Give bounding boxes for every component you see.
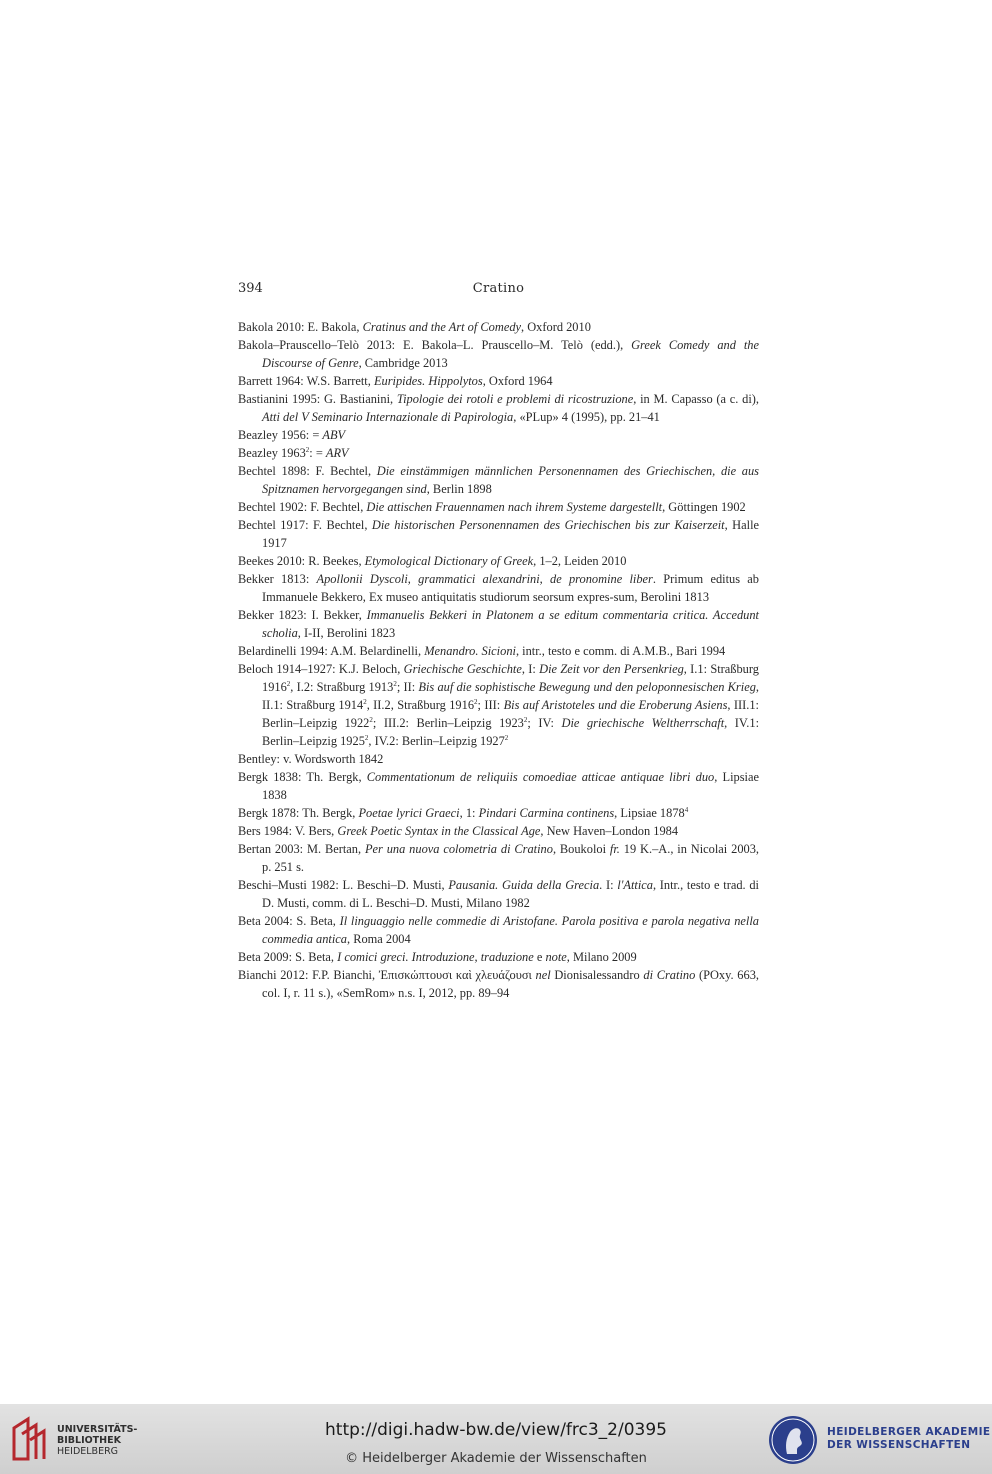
viewer-footer	[0, 1404, 992, 1474]
bibliography-entry: Beta 2009: S. Beta, I comici greci. Introduzione, traduzione e note, Milano 2009	[238, 950, 637, 964]
bibliography-entry: Bers 1984: V. Bers, Greek Poetic Syntax in the Classical Age, New Haven–London 1984	[238, 824, 679, 838]
bibliography-entry: Bergk 1878: Th. Bergk, Poetae lyrici Graeci, 1: Pindari Carmina continens, Lipsiae 1878$^4$	[238, 805, 689, 820]
running-head	[238, 281, 759, 299]
page-number: 394	[238, 281, 263, 296]
bibliography-entry: Beekes 2010: R. Beekes, Etymological Dictionary of Greek, 1–2, Leiden 2010	[238, 554, 627, 568]
bibliography-entry: Beta 2004: S. Beta, Il linguaggio nelle commedie di Aristofane. Parola positiva e parola negativa nella commedia antica, Roma 2004	[238, 914, 759, 946]
bibliography-entry: Bekker 1823: I. Bekker, Immanuelis Bekkeri in Platonem a se editum commentaria critica. Accedunt scholia, I-II, Berolini 1823	[238, 608, 759, 640]
bibliography-entry: Bakola–Prauscello–Telò 2013: E. Bakola–L. Prauscello–M. Telò (edd.), Greek Comedy and the Discourse of Genre, Cambridge 2013	[238, 338, 759, 370]
university-library-name: UNIVERSITÄTS- BIBLIOTHEK HEIDELBERG	[57, 1424, 138, 1457]
bibliography-entry: Bastianini 1995: G. Bastianini, Tipologie dei rotoli e problemi di ricostruzione, in M. Capasso (a c. di), Atti del V Seminario Internazionale di Papirologia, «PLup» 4 (1995), pp. 21–41	[238, 392, 759, 424]
bibliography-entry: Belardinelli 1994: A.M. Belardinelli, Menandro. Sicioni, intr., testo e comm. di A.M.B., Bari 1994	[238, 644, 726, 658]
bibliography-entry: Bakola 2010: E. Bakola, Cratinus and the Art of Comedy, Oxford 2010	[238, 320, 591, 334]
bibliography-list	[238, 318, 759, 1002]
bibliography-entry: Bianchi 2012: F.P. Bianchi, Ἐπισκώπτουσι καὶ χλευάζουσι nel Dionisalessandro di Cratino (POxy. 663, col. I, r. 11 s.), «SemRom» n.s. I, 2012, pp. 89–94	[238, 968, 759, 1000]
running-title: Cratino	[472, 281, 525, 296]
bibliography-entry: Bergk 1838: Th. Bergk, Commentationum de reliquiis comoediae atticae antiquae libri duo, Lipsiae 1838	[238, 770, 760, 802]
bibliography-entry: Bekker 1813: Apollonii Dyscoli, grammatici alexandrini, de pronomine liber. Primum editus ab Immanuele Bekkero, Ex museo antiquitatis studiorum seorsum expres-sum, Berolini 1813	[238, 572, 760, 604]
bibliography-entry: Beazley $1963^2$: = ARV	[238, 445, 349, 460]
bibliography-entry: Beloch 1914–1927: K.J. Beloch, Griechische Geschichte, I: Die Zeit vor den Persenkrieg, I.1: Straßburg 1916$^2$, I.2: Straßburg 1913$^2$; II: Bis auf die sophistische Bewegung und den peloponnesischen Krieg, II.1: Straßburg 1914$^2$, II.2, Straßburg 1916$^2$; III: Bis auf Aristoteles und die Eroberung Asiens, III.1: Berlin–Leipzig 1922$^2$; III.2: Berlin–Leipzig 1923$^2$; IV: Die griechische Weltherrschaft, IV.1: Berlin–Leipzig 1925$^2$, IV.2: Berlin–Leipzig 1927$^2$	[238, 662, 760, 748]
permalink-url[interactable]: http://digi.hadw-bw.de/view/frc3_2/0395	[325, 1420, 667, 1440]
bibliography-entry: Bertan 2003: M. Bertan, Per una nuova colometria di Cratino, Boukoloi fr. 19 K.–A., in Nicolai 2003, p. 251 s.	[238, 842, 759, 874]
bibliography-entry: Bechtel 1902: F. Bechtel, Die attischen Frauennamen nach ihrem Systeme dargestellt, Göttingen 1902	[238, 500, 746, 514]
copyright-notice: © Heidelberger Akademie der Wissenschaften	[345, 1451, 647, 1466]
academy-name: HEIDELBERGER AKADEMIE DER WISSENSCHAFTEN	[827, 1426, 991, 1451]
bibliography-entry: Beschi–Musti 1982: L. Beschi–D. Musti, Pausania. Guida della Grecia. I: l'Attica, Intr., testo e trad. di D. Musti, comm. di L. Beschi–D. Musti, Milano 1982	[238, 878, 760, 910]
bibliography-entry: Beazley 1956: = ABV	[238, 428, 346, 442]
academy-seal-icon[interactable]	[767, 1414, 819, 1466]
bibliography-entry: Bechtel 1898: F. Bechtel, Die einstämmigen männlichen Personennamen des Griechischen, die aus Spitznamen hervorgegangen sind, Berlin 1898	[238, 464, 759, 496]
bibliography-entry: Barrett 1964: W.S. Barrett, Euripides. Hippolytos, Oxford 1964	[238, 374, 553, 388]
bibliography-entry: Bechtel 1917: F. Bechtel, Die historischen Personennamen des Griechischen bis zur Kaiserzeit, Halle 1917	[238, 518, 760, 550]
bibliography-entry: Bentley: v. Wordsworth 1842	[238, 752, 384, 766]
